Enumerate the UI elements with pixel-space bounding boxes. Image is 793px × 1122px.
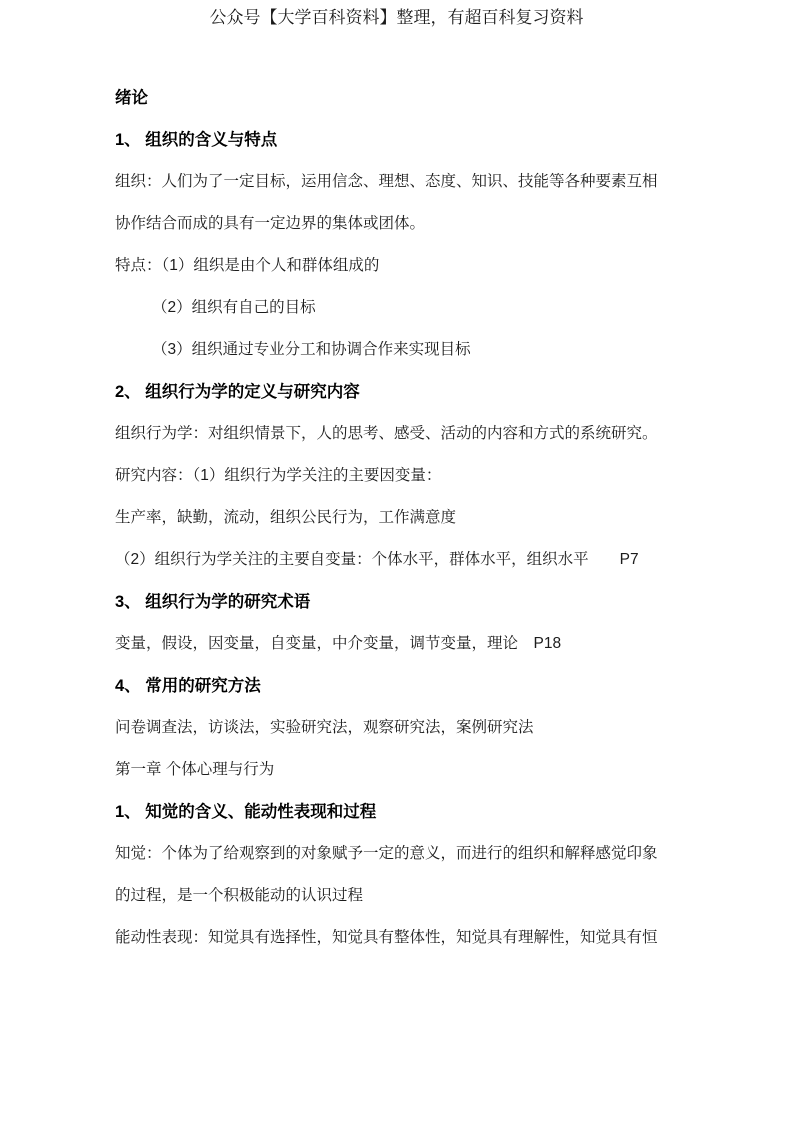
body-line: 变量，假设，因变量，自变量，中介变量，调节变量，理论 P18: [115, 635, 562, 652]
body-line: （3）组织通过专业分工和协调合作来实现目标: [152, 341, 471, 358]
chapter-title: 第一章 个体心理与行为: [115, 761, 275, 778]
body-line: 知觉：个体为了给观察到的对象赋予一定的意义，而进行的组织和解释感觉印象: [115, 845, 658, 862]
body-line: 能动性表现：知觉具有选择性，知觉具有整体性，知觉具有理解性，知觉具有恒: [115, 929, 658, 946]
body-line: 组织行为学：对组织情景下，人的思考、感受、活动的内容和方式的系统研究。: [115, 425, 658, 442]
body-line: （2）组织行为学关注的主要自变量：个体水平，群体水平，组织水平 P7: [115, 551, 639, 568]
section-heading: 绪论: [115, 89, 148, 107]
body-line: 问卷调查法，访谈法，实验研究法，观察研究法，案例研究法: [115, 719, 534, 736]
section-heading: 2、 组织行为学的定义与研究内容: [115, 383, 360, 401]
body-line: 特点：（1）组织是由个人和群体组成的: [115, 257, 380, 274]
body-line: 协作结合而成的具有一定边界的集体或团体。: [115, 215, 426, 232]
body-line: 的过程，是一个积极能动的认识过程: [115, 887, 364, 904]
document-body: [115, 77, 693, 959]
section-heading: 3、 组织行为学的研究术语: [115, 593, 311, 611]
section-heading: 4、 常用的研究方法: [115, 677, 261, 695]
page-header-note: 公众号【大学百科资料】整理，有超百科复习资料: [209, 8, 584, 27]
body-line: 组织：人们为了一定目标，运用信念、理想、态度、知识、技能等各种要素互相: [115, 173, 658, 190]
section-heading: 1、 知觉的含义、能动性表现和过程: [115, 803, 377, 821]
body-line: 研究内容：（1）组织行为学关注的主要因变量：: [115, 467, 442, 484]
section-heading: 1、 组织的含义与特点: [115, 131, 278, 149]
body-line: 生产率，缺勤，流动，组织公民行为，工作满意度: [115, 509, 457, 526]
body-line: （2）组织有自己的目标: [152, 299, 316, 316]
